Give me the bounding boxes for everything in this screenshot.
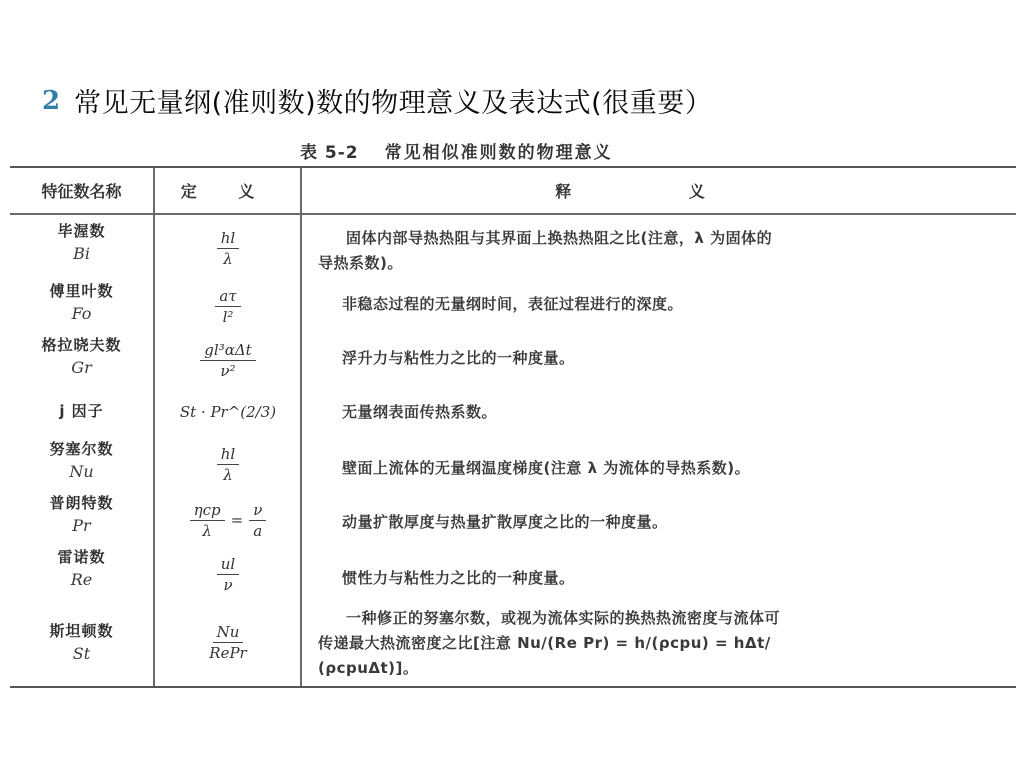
row-definition [158, 228, 298, 268]
definition-fraction [215, 287, 240, 326]
header-divider [10, 213, 1016, 215]
explanation-line: 非稳态过程的无量纲时间，表征过程进行的深度。 [342, 295, 684, 313]
explanation-line: 动量扩散厚度与热量扩散厚度之比的一种度量。 [342, 513, 668, 531]
header-definition: 定 义 [180, 182, 273, 201]
similarity-numbers-table [10, 166, 1016, 688]
row-name-cell [10, 400, 153, 422]
row-name: 努塞尔数 [49, 440, 114, 458]
row-name: 格拉晓夫数 [41, 336, 122, 354]
row-name-cell [10, 620, 153, 666]
definition-fraction [249, 501, 266, 540]
explanation-line: 一种修正的努塞尔数，或视为流体实际的换热热流密度与流体可 [346, 609, 781, 627]
fraction-numerator: ul [217, 555, 239, 575]
definition-fraction [217, 229, 239, 268]
row-name: 傅里叶数 [49, 282, 114, 300]
table-row [10, 546, 1016, 602]
header-name: 特征数名称 [41, 182, 122, 201]
fraction-denominator: λ [202, 521, 212, 540]
row-symbol: Fo [71, 304, 92, 323]
row-symbol: St [72, 644, 91, 663]
row-explanation [312, 510, 1012, 535]
row-explanation [312, 606, 1012, 681]
equals-sign: = [230, 511, 244, 529]
heading-number: 2 [42, 86, 61, 116]
heading-text: 常见无量纲(准则数)数的物理意义及表达式(很重要） [74, 87, 713, 119]
fraction-denominator: ν² [220, 361, 236, 380]
table-row [10, 492, 1016, 548]
table-row [10, 334, 1016, 390]
fraction-numerator: gl³αΔt [200, 341, 255, 361]
row-definition [158, 444, 298, 484]
definition-expression: St · Pr^(2/3) [179, 403, 277, 421]
fraction-denominator: λ [223, 249, 233, 268]
definition-fraction [217, 555, 239, 594]
definition-fraction [217, 445, 239, 484]
table-row [10, 398, 1016, 434]
table-row [10, 606, 1016, 686]
fraction-denominator: l² [222, 307, 234, 326]
fraction-numerator: hl [217, 229, 239, 249]
table-caption-label: 表 5-2 [300, 143, 359, 163]
fraction-numerator: hl [217, 445, 239, 465]
header-explanation: 释 义 [555, 182, 761, 201]
definition-fraction [200, 341, 255, 380]
row-definition [158, 622, 298, 662]
explanation-line: 壁面上流体的无量纲温度梯度(注意 λ 为流体的导热系数)。 [342, 459, 751, 477]
explanation-line: (ρcpuΔt)]。 [318, 659, 419, 677]
fraction-denominator: ν [223, 575, 233, 594]
definition-fraction [209, 623, 246, 662]
row-definition [158, 500, 298, 540]
row-name-cell [10, 334, 153, 380]
row-explanation [312, 400, 1012, 425]
explanation-line: 导热系数)。 [318, 254, 403, 272]
table-caption-title: 常见相似准则数的物理意义 [384, 143, 613, 163]
row-name-cell [10, 220, 153, 266]
row-explanation [312, 226, 1012, 276]
row-symbol: Re [70, 570, 93, 589]
row-name-cell [10, 438, 153, 484]
fraction-denominator: a [253, 521, 263, 540]
row-symbol: Bi [73, 244, 90, 263]
definition-fraction [190, 501, 225, 540]
table-row [10, 438, 1016, 494]
row-explanation [312, 456, 1012, 481]
row-name-cell [10, 280, 153, 326]
slide-heading [42, 78, 712, 122]
row-explanation [312, 292, 1012, 317]
row-definition [158, 554, 298, 594]
explanation-line: 无量纲表面传热系数。 [342, 403, 498, 421]
fraction-denominator: RePr [209, 643, 247, 662]
row-name-cell [10, 492, 153, 538]
fraction-numerator: ν [249, 501, 266, 521]
explanation-line: 固体内部导热热阻与其界面上换热热阻之比(注意，λ 为固体的 [346, 229, 773, 247]
row-name: j 因子 [59, 402, 104, 420]
row-name: 普朗特数 [49, 494, 114, 512]
explanation-line: 浮升力与粘性力之比的一种度量。 [342, 349, 575, 367]
table-row [10, 280, 1016, 336]
row-name: 斯坦顿数 [49, 622, 114, 640]
row-symbol: Pr [72, 516, 91, 535]
fraction-numerator: aτ [215, 287, 240, 307]
fraction-denominator: λ [223, 465, 233, 484]
row-definition [158, 286, 298, 326]
table-caption [300, 138, 613, 166]
row-name: 毕渥数 [57, 222, 106, 240]
explanation-line: 传递最大热流密度之比[注意 Nu/(Re Pr) = h/(ρcpu) = hΔt/ [318, 634, 771, 652]
fraction-numerator: Nu [213, 623, 244, 643]
row-name: 雷诺数 [57, 548, 106, 566]
table-row [10, 220, 1016, 280]
row-definition [158, 340, 298, 380]
row-explanation [312, 346, 1012, 371]
explanation-line: 惯性力与粘性力之比的一种度量。 [342, 569, 575, 587]
row-explanation [312, 566, 1012, 591]
row-name-cell [10, 546, 153, 592]
row-symbol: Gr [71, 358, 92, 377]
row-definition [158, 398, 298, 426]
fraction-numerator: ηcp [190, 501, 225, 521]
row-symbol: Nu [69, 462, 94, 481]
